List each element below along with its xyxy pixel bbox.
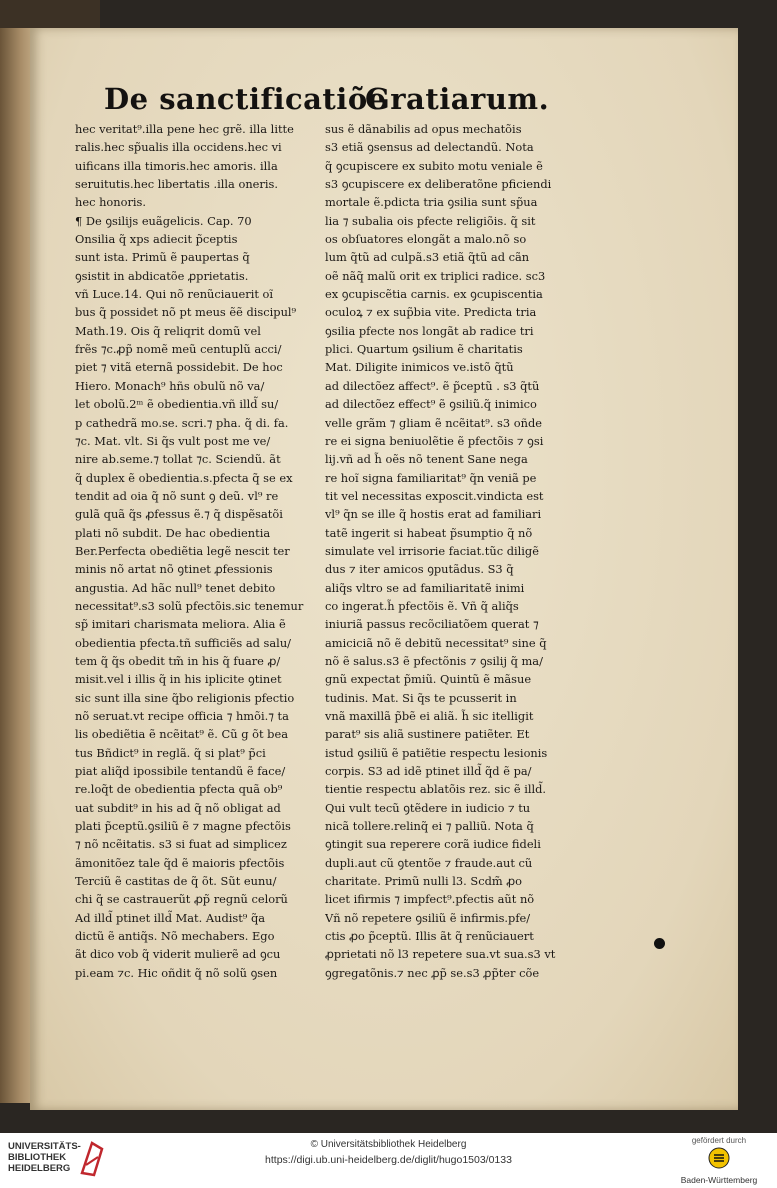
text-line: mortale ẽ.pdicta tria ꝯsilia sunt sp̃ua [325, 195, 538, 210]
text-line: uificans illa timoris.hec amoris. illa [75, 158, 278, 173]
text-line: p cathedrã mo.se. scri.⁊ pha. q̃ di. fa. [75, 415, 289, 430]
library-name-line: HEIDELBERG [8, 1163, 71, 1174]
text-line: sic sunt illa sine q̃bo religionis pfectio [75, 690, 295, 705]
text-line: angustia. Ad hãc null⁹ tenet debito [75, 580, 276, 595]
text-line: s3 ꝯcupiscere ex deliberatõne pficiendi [325, 177, 552, 192]
text-line: co ingerat.h̃ pfectõis ẽ. Vñ q̃ aliq̃s [325, 598, 519, 613]
text-line: ralis.hec sp̃ualis illa occidens.hec vi [75, 140, 282, 155]
text-line: uat subdit⁹ in his ad q̃ nõ obligat ad [75, 800, 281, 815]
text-line: nicã tollere.relinq̃ ei ⁊ palliũ. Nota q̃ [325, 819, 534, 834]
text-line: necessitat⁹.s3 solũ pfectõis.sic tenemur [75, 598, 304, 613]
text-line: vl⁹ q̃n se ille q̃ hostis erat ad familiari [325, 507, 542, 522]
text-line: hec honoris. [75, 195, 147, 210]
funder-block [669, 1136, 769, 1185]
running-head-left: De sanctificatiõe [104, 82, 387, 116]
text-line: ⁊c. Mat. vlt. Si q̃s vult post me ve/ [75, 433, 271, 448]
text-line: corpis. S3 ad idẽ ptinet illd̃ q̃d ẽ pa/ [325, 764, 532, 779]
text-line: os obſuatores elongãt a malo.nõ so [325, 232, 527, 247]
text-line: ad dilectõez affect⁹. ẽ p̃ceptũ . s3 q̃tũ [325, 378, 540, 393]
text-line: seruitutis.hec libertatis .illa oneris. [75, 177, 278, 192]
text-line: sus ẽ dãnabilis ad opus mechatõis [325, 122, 522, 136]
text-line: ãmonitõez tale q̃d ẽ maioris pfectõis [75, 855, 285, 870]
permalink-url[interactable]: https://digi.ub.uni-heidelberg.de/diglit/hugo1503/0133 [265, 1154, 512, 1166]
text-line: tem q̃ q̃s obedit tm̃ in his q̃ fuare ꝓ/ [75, 653, 281, 668]
text-line: Ad illd̃ ptinet illd̃ Mat. Audist⁹ q̃a [75, 910, 266, 925]
text-line: q̃ ꝯcupiscere ex subito motu veniale ẽ [325, 158, 543, 173]
text-line: tendit ad oia q̃ nõ sunt ꝯ deũ. vl⁹ re [75, 488, 279, 503]
text-line: charitate. Primũ nulli l3. Scdm̃ ꝓo [325, 874, 522, 889]
text-column-left [75, 120, 315, 982]
text-line: oẽ nãq̃ malũ orit ex triplici radice. sc3 [325, 268, 546, 283]
text-line: Hiero. Monach⁹ hñs obulũ nõ va/ [75, 378, 265, 393]
text-line: oculoꝝ ⁊ ex sup̃bia vite. Predicta tria [325, 305, 537, 320]
text-line: simulate vel irrisorie faciat.tũc diligẽ [325, 543, 539, 558]
text-line: aliq̃s vltro se ad familiaritatẽ inimi [325, 580, 525, 595]
text-line: ꝯtingit sua reperere corã iudice fideli [325, 837, 541, 852]
text-line: obedientia pfecta.tñ sufficiẽs ad salu/ [75, 635, 291, 650]
text-line: lum q̃tũ ad culpã.s3 etiã q̃tũ ad cãn [325, 250, 530, 265]
text-line: dus ⁊ iter amicos ꝯputãdus. S3 q̃ [325, 562, 514, 577]
text-line: ꝯgregatõnis.⁊ nec ꝓp̃ se.s3 ꝓp̃ter cõe [325, 965, 540, 980]
text-line: ¶ De ꝯsilijs euãgelicis. Cap. 70 [75, 213, 252, 228]
text-line: Qui vult tecũ ꝯtẽdere in iudicio ⁊ tu [325, 800, 531, 815]
text-line: gnũ expectat p̃miũ. Quintũ ẽ mãsue [325, 672, 532, 687]
coat-of-arms-icon [708, 1147, 730, 1169]
text-line: gulã quã q̃s ꝓfessus ẽ.⁊ q̃ dispẽsatõi [75, 507, 283, 522]
text-line: tit vel necessitas exposcit.vindicta est [325, 488, 544, 503]
text-line: frẽs ⁊c.ꝓp̃ nomẽ meũ centuplũ acci/ [75, 342, 282, 357]
text-line: Math.19. Ois q̃ reliqrit domũ vel [75, 323, 261, 338]
funder-name: Baden-Württemberg [680, 1175, 758, 1185]
text-line: re.loq̃t de obedientia pfecta quã ob⁹ [75, 782, 283, 797]
text-line: ꝯsilia pfecte nos longãt ab radice tri [325, 323, 534, 338]
text-line: Vñ nõ repetere ꝯsiliũ ẽ infirmis.pfe/ [325, 910, 531, 925]
text-line: chi q̃ se castrauerũt ꝓp̃ regnũ celorũ [75, 892, 288, 907]
text-line: minis nõ artat nõ ꝯtinet ꝓfessionis [75, 562, 273, 577]
text-line: sunt ista. Primũ ẽ paupertas q̃ [75, 250, 250, 265]
text-line: tatẽ ingerit si habeat p̃sumptio q̃ nõ [325, 525, 533, 540]
text-line: piet ⁊ vitã eternã possidebit. De hoc [75, 360, 283, 375]
text-line: misit.vel i illis q̃ in his iplicite ꝯtinet [75, 672, 282, 687]
text-line: ⁊ nõ ncẽitatis. s3 si fuat ad simplicez [75, 837, 287, 852]
text-line: Mat. Diligite inimicos ve.istõ q̃tũ [325, 360, 514, 375]
text-line: nõ ẽ salus.s3 ẽ pfectõnis ⁊ ꝯsilij q̃ ma/ [325, 653, 543, 668]
text-line: parat⁹ sis aliã sustinere patiẽter. Et [325, 727, 530, 742]
text-line: Terciũ ẽ castitas de q̃ õt. Sũt eunu/ [75, 874, 277, 889]
text-line: ex ꝯcupiscẽtia carnis. ex ꝯcupiscentia [325, 287, 543, 302]
text-line: pi.eam ⁊c. Hic oñdit q̃ nõ solũ ꝯsen [75, 965, 278, 980]
text-line: ad dilectõez effect⁹ ẽ ꝯsiliũ.q̃ inimico [325, 397, 537, 412]
funder-label: gefördert durch [691, 1136, 747, 1145]
copyright-notice: © Universitätsbibliothek Heidelberg [310, 1139, 467, 1150]
text-line: ãt dico vob q̃ viderit mulierẽ ad ꝯcu [75, 947, 281, 962]
text-line: Onsilia q̃ xps adiecit p̃ceptis [75, 232, 238, 247]
text-line: ctis ꝓo p̃ceptũ. Illis ãt q̃ renũciauert [325, 929, 534, 944]
text-line: velle grãm ⁊ gliam ẽ ncẽitat⁹. s3 oñde [325, 415, 543, 430]
text-line: q̃ duplex ẽ obedientia.s.pfecta q̃ se ex [75, 470, 293, 485]
text-line: dupli.aut cũ ꝯtentõe ⁊ fraude.aut cũ [325, 855, 533, 870]
text-line: re ei signa beniuolẽtie ẽ pfectõis ⁊ ꝯsi [325, 433, 544, 448]
text-line: tudinis. Mat. Si q̃s te pcusserit in [325, 690, 517, 705]
text-line: bus q̃ possidet nõ pt meus ẽẽ discipul⁹ [75, 305, 297, 320]
text-line: Ber.Perfecta obediẽtia legẽ nescit ter [75, 543, 290, 558]
text-line: licet ifirmis ⁊ impfect⁹.pfectis aũt nõ [325, 892, 535, 907]
text-line: iniuriã passus recõciliatõem querat ⁊ [325, 617, 539, 632]
text-line: nire ab.seme.⁊ tollat ⁊c. Sciendũ. ãt [75, 452, 281, 467]
text-line: plati p̃ceptũ.ꝯsiliũ ẽ ⁊ magne pfectõis [75, 819, 291, 834]
text-line: plati nõ subdit. De hac obedientia [75, 525, 271, 540]
library-name-line: UNIVERSITÄTS- [8, 1141, 81, 1152]
text-line: plici. Quartum ꝯsilium ẽ charitatis [325, 342, 523, 357]
text-line: vñ Luce.14. Qui nõ renũciauerit oĩ [75, 287, 274, 302]
text-line: istud ꝯsiliũ ẽ patiẽtie respectu lesionis [325, 745, 548, 760]
text-line: re hoĩ signa familiaritat⁹ q̃n veniã pe [325, 470, 537, 485]
text-line: tus Bñdict⁹ in reglã. q̃ si plat⁹ p̃ci [75, 745, 266, 760]
text-line: sp̃ imitari charismata meliora. Alia ẽ [75, 617, 286, 632]
text-line: dictũ ẽ antiq̃s. Nõ mechabers. Ego [75, 929, 275, 944]
text-line: lia ⁊ subalia ois pfecte religiõis. q̃ sit [325, 213, 536, 228]
text-column-right [325, 120, 565, 982]
text-line: amiciciã nõ ẽ debitũ necessitat⁹ sine q̃ [325, 635, 547, 650]
scan-marker-dot [654, 938, 665, 949]
text-line: piat aliq̃d ipossibile tentandũ ẽ face/ [75, 764, 286, 779]
text-line: tientie respectu ablatõis rez. sic ẽ illd̃. [325, 782, 547, 797]
text-line: nõ seruat.vt recipe officia ⁊ hmõi.⁊ ta [75, 709, 289, 723]
text-line: vnã maxillã p̃bẽ ei aliã. h̃ sic itelligit [325, 709, 534, 723]
text-line: s3 etiã ꝯsensus ad delectandũ. Nota [325, 140, 534, 155]
library-name-line: BIBLIOTHEK [8, 1152, 67, 1163]
text-line: lij.vñ ad h̃ oẽs nõ tenent Sane nega [325, 452, 528, 467]
viewer-footer [0, 1133, 777, 1188]
text-line: ꝯsistit in abdicatõe ꝓprietatis. [75, 268, 249, 283]
running-head-right: Gratiarum. [365, 82, 550, 116]
text-line: lis obediẽtia ẽ ncẽitat⁹ ẽ. Cũ g õt bea [75, 727, 288, 742]
text-line: ꝓprietati nõ l3 repetere sua.vt sua.s3 vt [325, 947, 556, 962]
text-line: let obolũ.2ᵐ ẽ obedientia.vñ illd̃ su/ [75, 397, 279, 412]
text-line: hec veritat⁹.illa pene hec grẽ. illa litte [75, 122, 294, 136]
